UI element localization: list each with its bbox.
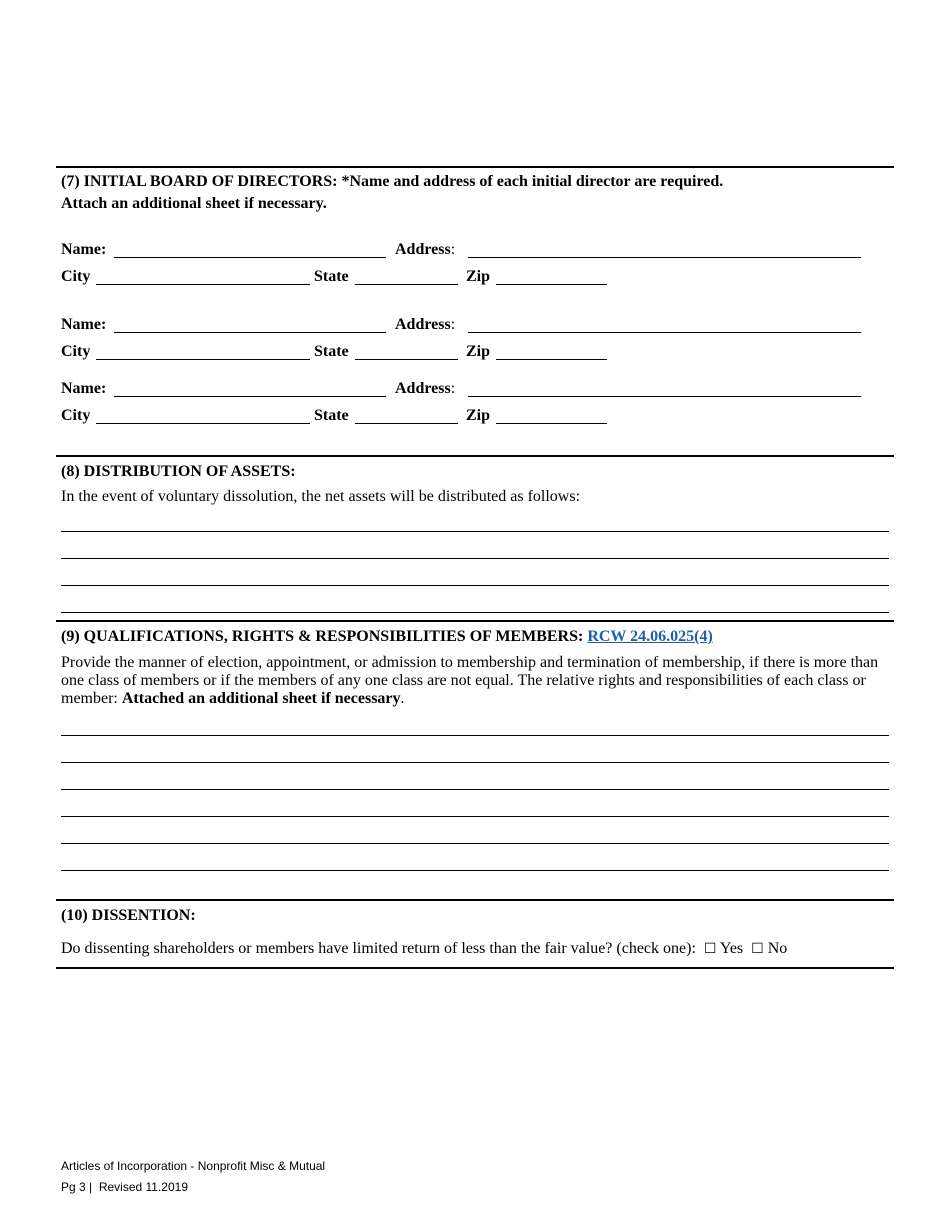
section-8-top-rule: [56, 455, 894, 457]
section-9-instructions: [61, 654, 891, 708]
write-line[interactable]: [61, 816, 889, 817]
section-9-body-text: Provide the manner of election, appointment, or admission to membership and termination of membership, if there is more than one class of members or if the members of any one class are not equal. The relative rights and responsibilities of each class or member:: [61, 654, 879, 707]
section-8-title: (8) DISTRIBUTION OF ASSETS:: [61, 463, 296, 480]
footer-revised: Revised 11.2019: [98, 1180, 188, 1194]
director-zip-field[interactable]: [496, 359, 607, 360]
address-label: Address:: [395, 241, 456, 258]
write-line[interactable]: [61, 585, 889, 586]
director-zip-field[interactable]: [496, 284, 607, 285]
city-label: City: [61, 343, 91, 360]
director-city-field[interactable]: [96, 359, 310, 360]
write-line[interactable]: [61, 762, 889, 763]
section-9-title-text: (9) QUALIFICATIONS, RIGHTS & RESPONSIBILITIES OF MEMBERS:: [61, 628, 588, 645]
city-label: City: [61, 407, 91, 424]
director-state-field[interactable]: [355, 423, 458, 424]
zip-label: Zip: [466, 407, 491, 424]
section-7-title: (7) INITIAL BOARD OF DIRECTORS: *Name and address of each initial director are required.: [61, 173, 724, 190]
yes-checkbox[interactable]: ☐: [703, 941, 717, 957]
section-7-top-rule: [56, 166, 894, 168]
write-line[interactable]: [61, 531, 889, 532]
city-label: City: [61, 268, 91, 285]
address-label: Address:: [395, 380, 456, 397]
state-label: State: [314, 343, 349, 360]
dissention-question: Do dissenting shareholders or members have limited return of less than the fair value? (check one):: [61, 940, 696, 957]
state-label: State: [314, 407, 349, 424]
zip-label: Zip: [466, 268, 491, 285]
section-9-top-rule: [56, 620, 894, 622]
write-line[interactable]: [61, 843, 889, 844]
state-label: State: [314, 268, 349, 285]
section-7-subtitle: Attach an additional sheet if necessary.: [61, 195, 327, 212]
write-line[interactable]: [61, 612, 889, 613]
section-9-title: [61, 626, 713, 647]
director-city-field[interactable]: [96, 284, 310, 285]
section-8-instructions: In the event of voluntary dissolution, the net assets will be distributed as follows:: [61, 488, 581, 505]
section-10-bottom-rule: [56, 967, 894, 969]
director-name-field[interactable]: [114, 332, 386, 333]
zip-label: Zip: [466, 343, 491, 360]
name-label: Name:: [61, 316, 107, 333]
director-zip-field[interactable]: [496, 423, 607, 424]
name-label: Name:: [61, 380, 107, 397]
write-line[interactable]: [61, 558, 889, 559]
director-address-field[interactable]: [468, 396, 861, 397]
write-line[interactable]: [61, 735, 889, 736]
director-state-field[interactable]: [355, 284, 458, 285]
section-10-top-rule: [56, 899, 894, 901]
name-label: Name:: [61, 241, 107, 258]
section-10-question-row: [61, 940, 787, 958]
footer-doc-title: Articles of Incorporation - Nonprofit Misc & Mutual: [61, 1159, 326, 1173]
director-name-field[interactable]: [114, 396, 386, 397]
director-name-field[interactable]: [114, 257, 386, 258]
footer-page-info: [61, 1180, 188, 1195]
director-address-field[interactable]: [468, 257, 861, 258]
section-10-title: (10) DISSENTION:: [61, 907, 196, 924]
rcw-link[interactable]: RCW 24.06.025(4): [587, 628, 713, 645]
director-state-field[interactable]: [355, 359, 458, 360]
address-label: Address:: [395, 316, 456, 333]
director-address-field[interactable]: [468, 332, 861, 333]
write-line[interactable]: [61, 870, 889, 871]
director-city-field[interactable]: [96, 423, 310, 424]
section-9-body-end: .: [400, 690, 405, 707]
write-line[interactable]: [61, 789, 889, 790]
footer-page-number: Pg 3 |: [61, 1180, 93, 1194]
yes-label: Yes: [719, 940, 744, 957]
section-9-body-bold: Attached an additional sheet if necessary: [121, 690, 401, 707]
no-checkbox[interactable]: ☐: [751, 941, 764, 957]
no-label: No: [767, 940, 788, 957]
